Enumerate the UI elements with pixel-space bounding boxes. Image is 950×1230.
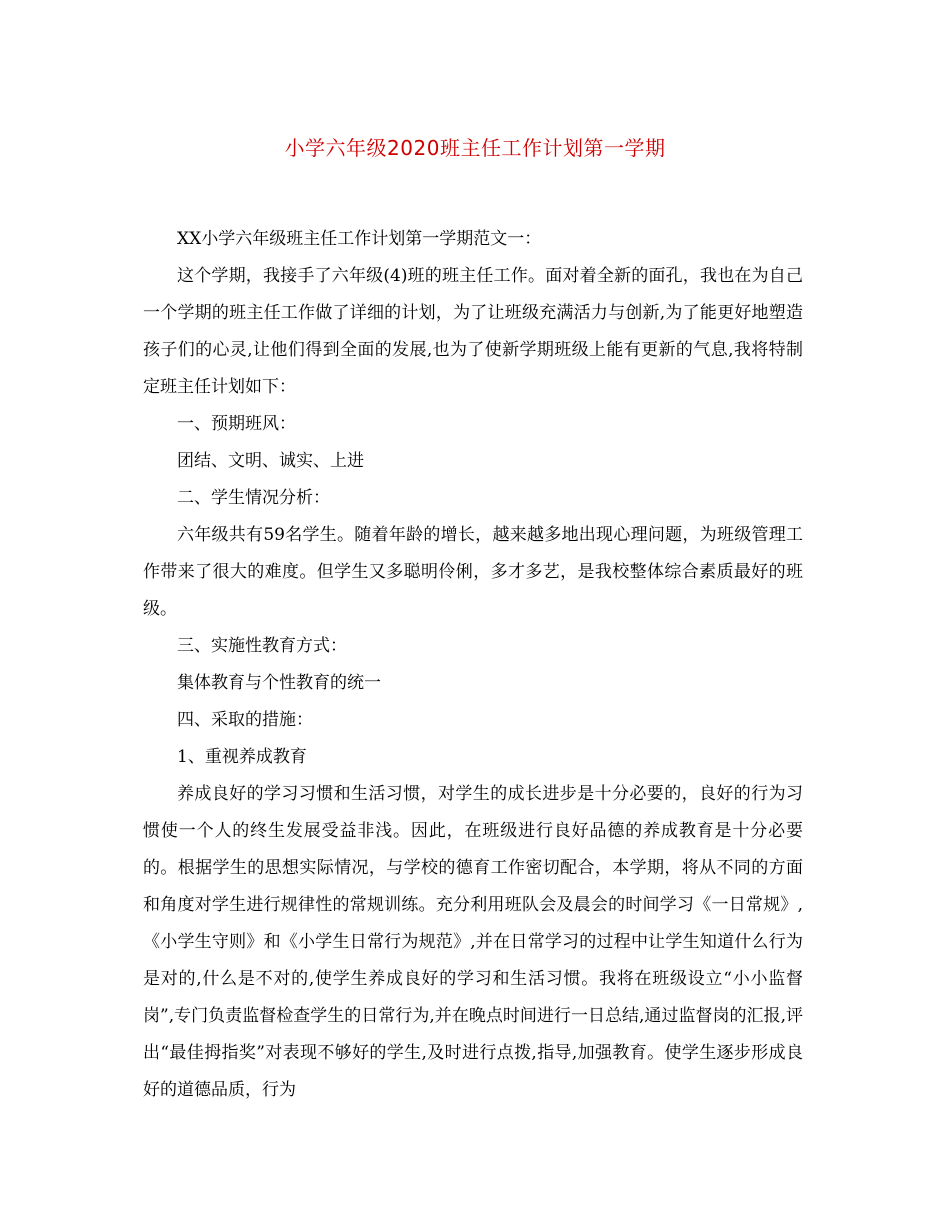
paragraph-education-method: 集体教育与个性教育的统一 (177, 673, 381, 693)
heading-student-analysis: 二、学生情况分析： (177, 488, 330, 508)
heading-measures: 四、采取的措施： (177, 710, 313, 730)
document-title: 小学六年级2020班主任工作计划第一学期 (284, 136, 666, 160)
subheading-habit-education: 1、重视养成教育 (177, 747, 307, 767)
paragraph-intro: XX小学六年级班主任工作计划第一学期范文一： (177, 229, 542, 249)
heading-education-method: 三、实施性教育方式： (177, 636, 347, 656)
document-body (143, 221, 803, 1109)
paragraph-student-analysis: 六年级共有59名学生。随着年龄的增长，越来越多地出现心理问题，为班级管理工作带来了很大的难度。但学生又多聪明伶俐，多才多艺，是我校整体综合素质最好的班级。 (143, 525, 803, 619)
paragraph-habit-education: 养成良好的学习习惯和生活习惯，对学生的成长进步是十分必要的，良好的行为习惯使一个人的终生发展受益非浅。因此，在班级进行良好品德的养成教育是十分必要的。根据学生的思想实际情况，与学校的德育工作密切配合，本学期，将从不同的方面和角度对学生进行规律性的常规训练。充分利用班队会及晨会的时间学习《一日常规》,《小学生守则》和《小学生日常行为规范》,并在日常学习的过程中让学生知道什么行为是对的,什么是不对的,使学生养成良好的学习和生活习惯。我将在班级设立“小小监督岗”,专门负责监督检查学生的日常行为,并在晚点时间进行一日总结,通过监督岗的汇报,评出“最佳拇指奖”对表现不够好的学生,及时进行点拨,指导,加强教育。使学生逐步形成良好的道德品质，行为 (143, 784, 803, 1100)
paragraph-class-style: 团结、文明、诚实、上进 (177, 451, 364, 471)
heading-class-style: 一、预期班风： (177, 414, 296, 434)
paragraph-opening: 这个学期，我接手了六年级(4)班的班主任工作。面对着全新的面孔，我也在为自己一个学期的班主任工作做了详细的计划，为了让班级充满活力与创新,为了能更好地塑造孩子们的心灵,让他们得到全面的发展,也为了使新学期班级上能有更新的气息,我将特制定班主任计划如下： (143, 266, 803, 397)
